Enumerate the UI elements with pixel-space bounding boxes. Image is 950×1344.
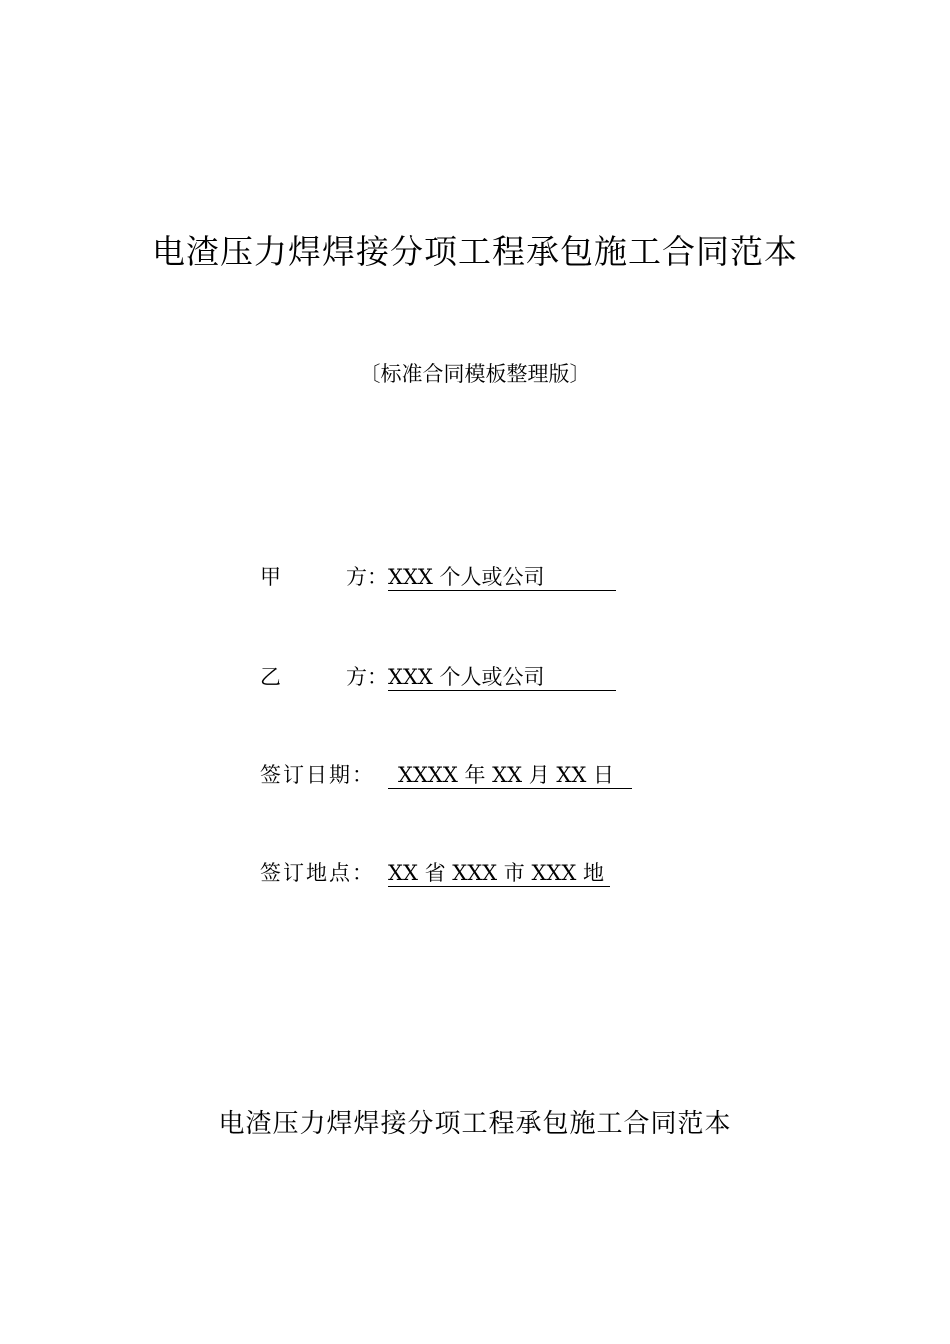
party-a-label-last: 方： — [346, 565, 388, 589]
document-title: 电渣压力焊焊接分项工程承包施工合同范本 — [152, 232, 798, 271]
document-subtitle: 〔标准合同模板整理版〕 — [359, 362, 591, 386]
party-b-label — [260, 660, 388, 694]
party-a-label-first: 甲 — [260, 565, 281, 589]
sign-date-field — [260, 758, 632, 792]
party-b-value: XXX 个人或公司 — [388, 664, 616, 691]
sign-date-label: 签订日期： — [260, 763, 375, 787]
sign-place-value: XX 省 XXX 市 XXX 地 — [388, 860, 610, 887]
party-b-label-first: 乙 — [260, 665, 281, 689]
party-b-field — [260, 660, 616, 694]
party-a-label — [260, 560, 388, 594]
sign-place-label: 签订地点： — [260, 861, 375, 885]
party-a-field — [260, 560, 616, 594]
sign-date-value: XXXX 年 XX 月 XX 日 — [388, 762, 632, 789]
party-a-value: XXX 个人或公司 — [388, 564, 616, 591]
party-b-label-last: 方： — [346, 665, 388, 689]
sign-place-field — [260, 856, 610, 890]
footer-title: 电渣压力焊焊接分项工程承包施工合同范本 — [218, 1109, 732, 1139]
